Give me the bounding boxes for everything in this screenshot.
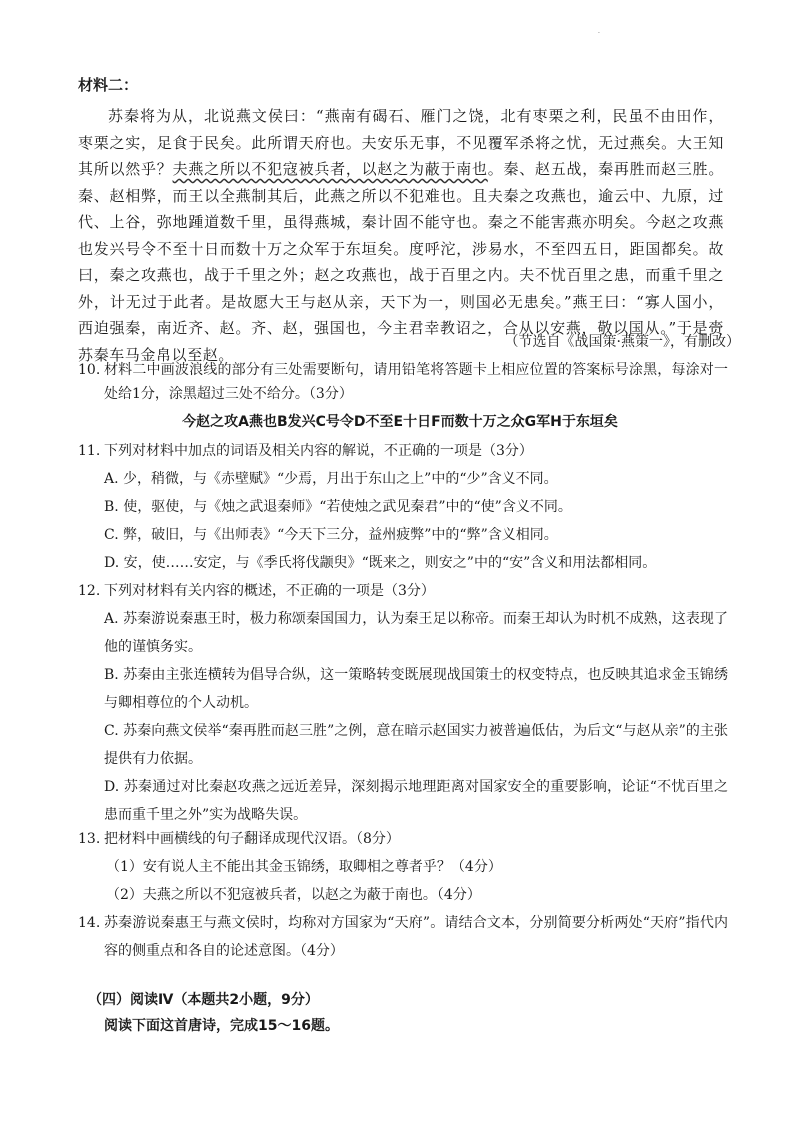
question-number: 14.: [78, 915, 101, 931]
question-text: 下列对材料中加点的词语及相关内容的解说，不正确的一项是（3分）: [104, 443, 533, 459]
question-number: 13.: [78, 831, 101, 847]
option-b: B. 苏秦由主张连横转为倡导合纵，这一策略转变既展现战国策士的权变特点，也反映其追求金玉锦绣与卿相尊位的个人动机。: [104, 667, 728, 711]
passage-source: （节选自《战国策·燕策一》，有删改）: [504, 334, 740, 350]
question-number: 12.: [78, 583, 101, 599]
passage-part-1: 苏秦将为从，北说燕文侯曰：“燕南有碣石、雁门之饶，北有枣栗之利，民虽不由田作，枣栗之实，足食于民矣。此所谓天府也。夫安乐无事，不见覆军杀将之忧，无过燕矣。大王知其所以然乎？: [78, 107, 724, 178]
section-title: （四）阅读Ⅳ（本题共2小题，9分）: [88, 992, 319, 1008]
question-text: 苏秦游说秦惠王与燕文侯时，均称对方国家为“天府”。请结合文本，分别简要分析两处“天府”指代内容的侧重点和各自的论述意图。（4分）: [104, 915, 728, 959]
option-d: D. 苏秦通过对比秦赵攻燕之远近差异，深刻揭示地理距离对国家安全的重要影响，论证“不忧百里之患而重千里之外”实为战略失误。: [104, 779, 728, 823]
option-a: A. 苏秦游说秦惠王时，极力称颂秦国国力，认为秦王足以称帝。而秦王却认为时机不成熟，这表现了他的谨慎务实。: [104, 611, 728, 655]
question-13: [78, 825, 728, 909]
scan-mark: ·: [598, 30, 600, 37]
question-14: [78, 909, 728, 965]
section-instruction: 阅读下面这首唐诗，完成15～16题。: [104, 1018, 339, 1034]
option-c: C. 苏秦向燕文侯举“秦再胜而赵三胜”之例，意在暗示赵国实力被普遍低估，为后文“与赵从亲”的主张提供有力依据。: [104, 723, 728, 767]
question-text: 下列对材料有关内容的概述，不正确的一项是（3分）: [104, 583, 435, 599]
passage-part-2: 。秦、赵五战，秦再胜而赵三胜。秦、赵相弊，而王以全燕制其后，此燕之所以不犯难也。且夫秦之攻燕也，逾云中、九原，过代、上谷，弥地踵道数千里，虽得燕城，秦计固不能守也。秦之不能害燕亦明矣。今赵之攻燕也发兴号令不至十日而数十万之众军于东垣矣。度呼沱，涉易水，不至四五日，距国都矣。故曰，秦之攻燕也，战于千里之外；赵之攻燕也，战于百里之内。夫不忧百里之患，而重千里之外，计无过于此者。是故愿大王与赵从亲，天下为一，则国必无患矣。”燕王曰：“寡人国小，西迫强秦，南近齐、赵。齐、赵，强国也，今主君幸教诏之，合从以安燕，敬以国从。”于是赍苏秦车马金帛以至赵。: [78, 160, 724, 364]
option-c: C. 弊，破旧，与《出师表》“今天下三分，益州疲弊”中的“弊”含义相同。: [104, 527, 558, 543]
sub-question-2: （2）夫燕之所以不犯寇被兵者，以赵之为蔽于南也。（4分）: [106, 887, 481, 903]
question-text: 材料二中画波浪线的部分有三处需要断句，请用铅笔将答题卡上相应位置的答案标号涂黑，每涂对一处给1分，涂黑超过三处不给分。（3分）: [104, 362, 728, 402]
question-text: 把材料中画横线的句子翻译成现代汉语。（8分）: [104, 831, 400, 847]
passage-wavy-underline: 夫燕之所以不犯寇被兵者，以赵之为蔽于南也: [172, 160, 488, 178]
question-11: [78, 437, 728, 577]
question-12: [78, 577, 728, 829]
passage: [78, 103, 724, 368]
question-number: 10.: [78, 362, 101, 378]
punctuation-sentence: 今赵之攻A燕也B发兴C号令D不至E十日F而数十万之众G军H于东垣矣: [182, 414, 618, 430]
option-a: A. 少，稍微，与《赤壁赋》“少焉，月出于东山之上”中的“少”含义不同。: [104, 471, 558, 487]
question-number: 11.: [78, 443, 101, 459]
option-b: B. 使，驱使，与《烛之武退秦师》“若使烛之武见秦君”中的“使”含义不同。: [104, 499, 572, 515]
material-title: 材料二：: [78, 76, 139, 94]
option-d: D. 安，使……安定，与《季氏将伐颛臾》“既来之，则安之”中的“安”含义和用法都相同。: [104, 555, 657, 571]
sub-question-1: （1）安有说人主不能出其金玉锦绣，取卿相之尊者乎？（4分）: [106, 859, 502, 875]
question-10: [78, 358, 728, 406]
